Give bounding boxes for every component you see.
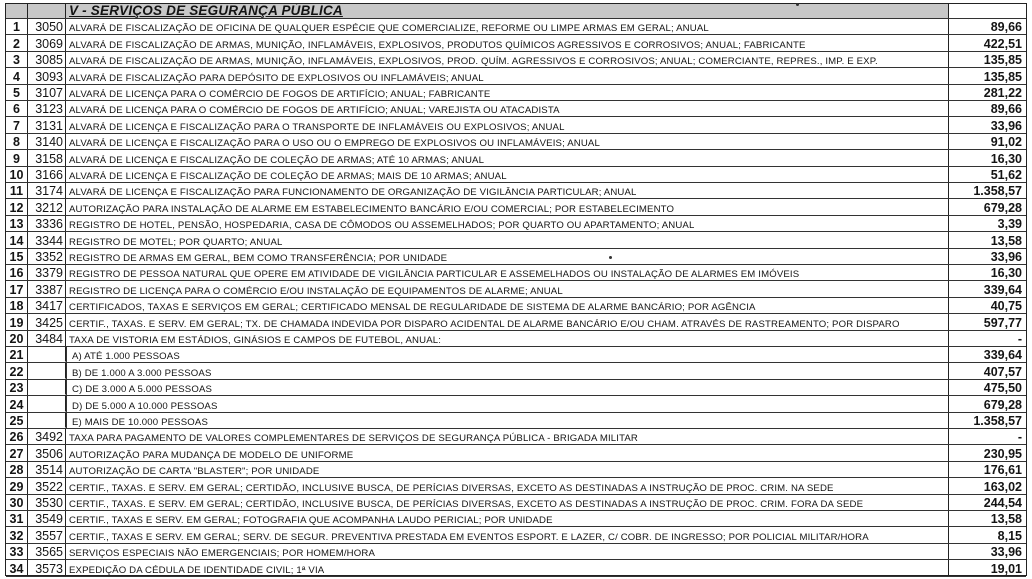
- table-row: [6, 462, 1026, 478]
- fee-value: 33,96: [990, 118, 1022, 133]
- table-row: [6, 347, 1026, 363]
- service-description: CERTIF., TAXAS. E SERV. EM GERAL; TX. DE CHAMADA INDEVIDA POR DISPARO ACIDENTAL DE ALARME BANCÁRIO E/OU CHAM. ATRAVÉS DE RASTREAMENTO; POR DISPARO: [66, 314, 949, 329]
- section-header-row: [6, 4, 1026, 19]
- table-row: [6, 101, 1026, 117]
- fee-value: 3,39: [997, 217, 1022, 232]
- row-index: 14: [6, 232, 28, 247]
- service-description: ALVARÁ DE LICENÇA E FISCALIZAÇÃO DE COLEÇÃO DE ARMAS; MAIS DE 10 ARMAS; ANUAL: [66, 167, 949, 182]
- service-description: ALVARÁ DE LICENÇA PARA O COMÉRCIO DE FOGOS DE ARTIFÍCIO; ANUAL; FABRICANTE: [66, 85, 949, 100]
- fee-value: 13,58: [990, 512, 1022, 527]
- fee-value: 19,01: [990, 561, 1022, 576]
- row-index: 5: [6, 85, 28, 100]
- row-index: 19: [6, 314, 28, 329]
- fee-value: 89,66: [990, 20, 1022, 35]
- service-code: 3352: [28, 249, 66, 264]
- row-index: 17: [6, 281, 28, 296]
- service-description: CERTIF., TAXAS. E SERV. EM GERAL; CERTIDÃO, INCLUSIVE BUSCA, DE PERÍCIAS DIVERSAS, EXCETO AS DESTINADAS A INSTRUÇÃO DE PROC. CRIM. NA SEDE: [66, 478, 949, 493]
- service-code: 3069: [28, 35, 66, 50]
- fee-value: 16,30: [990, 151, 1022, 166]
- fee-value: 91,02: [990, 135, 1022, 150]
- header-code-cell: [28, 4, 66, 18]
- service-description: C) DE 3.000 A 5.000 PESSOAS: [66, 380, 949, 395]
- row-index: 18: [6, 298, 28, 313]
- table-row: [6, 281, 1026, 297]
- service-description: REGISTRO DE LICENÇA PARA O COMÉRCIO E/OU INSTALAÇÃO DE EQUIPAMENTOS DE ALARME; ANUAL: [66, 281, 949, 296]
- table-row: [6, 527, 1026, 543]
- scan-speck: [796, 3, 799, 6]
- row-index: 30: [6, 495, 28, 510]
- service-code: 3140: [28, 134, 66, 149]
- fee-value: 163,02: [983, 479, 1022, 494]
- row-index: 21: [6, 347, 28, 362]
- table-row: [6, 167, 1026, 183]
- fee-table: [5, 3, 1027, 576]
- service-code: 3166: [28, 167, 66, 182]
- table-row: [6, 265, 1026, 281]
- service-description: CERTIF., TAXAS E SERV. EM GERAL; SERV. DE SEGUR. PREVENTIVA PRESTADA EM EVENTOS ESPORT. E LAZER, C/ COBR. DE INGRESSO; POR POLICIAL MILITAR/HORA: [66, 527, 949, 542]
- fee-value: 475,50: [983, 381, 1022, 396]
- service-description: REGISTRO DE ARMAS EM GERAL, BEM COMO TRANSFERÊNCIA; POR UNIDADE: [66, 249, 949, 264]
- table-row: [6, 216, 1026, 232]
- service-description: ALVARÁ DE FISCALIZAÇÃO DE ARMAS, MUNIÇÃO, INFLAMÁVEIS, EXPLOSIVOS, PROD. QUÍM. AGRESSIVOS E CORROSIVOS; ANUAL; COMERCIANTE, REPRES., IMP. E EXP.: [66, 52, 949, 67]
- table-row: [6, 134, 1026, 150]
- service-code: 3573: [28, 560, 66, 575]
- service-code: 3158: [28, 150, 66, 165]
- fee-value: 135,85: [983, 69, 1022, 84]
- row-index: 34: [6, 560, 28, 575]
- fee-value: 33,96: [990, 249, 1022, 264]
- service-description: E) MAIS DE 10.000 PESSOAS: [66, 413, 949, 428]
- service-description: CERTIF., TAXAS E SERV. EM GERAL; FOTOGRAFIA QUE ACOMPANHA LAUDO PERICIAL; POR UNIDADE: [66, 511, 949, 526]
- fee-value: 339,64: [983, 348, 1022, 363]
- row-index: 9: [6, 150, 28, 165]
- row-index: 22: [6, 363, 28, 378]
- service-code: 3174: [28, 183, 66, 198]
- service-code: 3557: [28, 527, 66, 542]
- table-row: [6, 35, 1026, 51]
- row-index: 16: [6, 265, 28, 280]
- row-index: 15: [6, 249, 28, 264]
- service-description: EXPEDIÇÃO DA CÉDULA DE IDENTIDADE CIVIL; 1ª VIA: [66, 560, 949, 575]
- table-row: [6, 331, 1026, 347]
- table-row: [6, 560, 1026, 576]
- row-index: 4: [6, 68, 28, 83]
- row-index: 12: [6, 199, 28, 214]
- row-index: 31: [6, 511, 28, 526]
- fee-value: 89,66: [990, 102, 1022, 117]
- fee-value: 176,61: [983, 463, 1022, 478]
- service-description: D) DE 5.000 A 10.000 PESSOAS: [66, 396, 949, 411]
- service-description: CERTIF., TAXAS. E SERV. EM GERAL; CERTIDÃO, INCLUSIVE BUSCA, DE PERÍCIAS DIVERSAS, EXCETO AS DESTINADAS A INSTRUÇÃO DE PROC. CRIM. FORA DA SEDE: [66, 495, 949, 510]
- service-description: ALVARÁ DE FISCALIZAÇÃO DE OFICINA DE QUALQUER ESPÉCIE QUE COMERCIALIZE, REFORME OU LIMPE ARMAS EM GERAL; ANUAL: [66, 19, 949, 34]
- row-index: 7: [6, 117, 28, 132]
- service-code: 3336: [28, 216, 66, 231]
- row-index: 6: [6, 101, 28, 116]
- row-index: 27: [6, 445, 28, 460]
- service-code: 3050: [28, 19, 66, 34]
- service-code: 3093: [28, 68, 66, 83]
- service-description: ALVARÁ DE LICENÇA E FISCALIZAÇÃO PARA O USO OU O EMPREGO DE EXPLOSIVOS OU INFLAMÁVEIS; ANUAL: [66, 134, 949, 149]
- service-description: TAXA DE VISTORIA EM ESTÁDIOS, GINÁSIOS E CAMPOS DE FUTEBOL, ANUAL:: [66, 331, 949, 346]
- service-code: 3514: [28, 462, 66, 477]
- service-code: [28, 347, 66, 362]
- row-index: 26: [6, 429, 28, 444]
- service-code: 3123: [28, 101, 66, 116]
- table-row: [6, 445, 1026, 461]
- fee-value: 40,75: [990, 299, 1022, 314]
- service-description: ALVARÁ DE LICENÇA E FISCALIZAÇÃO PARA O TRANSPORTE DE INFLAMÁVEIS OU EXPLOSIVOS; ANUAL: [66, 117, 949, 132]
- fee-value: 597,77: [983, 315, 1022, 330]
- service-description: ALVARÁ DE LICENÇA E FISCALIZAÇÃO PARA FUNCIONAMENTO DE ORGANIZAÇÃO DE VIGILÂNCIA PARTICULAR; ANUAL: [66, 183, 949, 198]
- table-row: [6, 117, 1026, 133]
- service-code: 3417: [28, 298, 66, 313]
- fee-value: -: [1017, 331, 1022, 346]
- fee-value: 8,15: [997, 528, 1022, 543]
- service-code: 3131: [28, 117, 66, 132]
- table-row: [6, 199, 1026, 215]
- table-row: [6, 413, 1026, 429]
- table-row: [6, 544, 1026, 560]
- table-row: [6, 232, 1026, 248]
- row-index: 13: [6, 216, 28, 231]
- table-row: [6, 429, 1026, 445]
- section-header: V - SERVIÇOS DE SEGURANÇA PÚBLICA: [66, 4, 949, 18]
- fee-value: 135,85: [983, 53, 1022, 68]
- service-code: 3549: [28, 511, 66, 526]
- fee-value: 679,28: [983, 397, 1022, 412]
- fee-value: -: [1017, 430, 1022, 445]
- service-code: 3492: [28, 429, 66, 444]
- fee-value: 679,28: [983, 200, 1022, 215]
- table-row: [6, 495, 1026, 511]
- scan-speck: [609, 256, 612, 259]
- fee-value: 1.358,57: [973, 413, 1022, 428]
- service-code: 3530: [28, 495, 66, 510]
- service-description: A) ATÉ 1.000 PESSOAS: [66, 347, 949, 362]
- row-index: 24: [6, 396, 28, 411]
- fee-value: 244,54: [983, 495, 1022, 510]
- table-row: [6, 363, 1026, 379]
- service-code: 3387: [28, 281, 66, 296]
- row-index: 20: [6, 331, 28, 346]
- row-index: 32: [6, 527, 28, 542]
- fee-value: 407,57: [983, 364, 1022, 379]
- row-index: 1: [6, 19, 28, 34]
- table-row: [6, 511, 1026, 527]
- service-description: CERTIFICADOS, TAXAS E SERVIÇOS EM GERAL; CERTIFICADO MENSAL DE REGULARIDADE DE SISTEMA DE ALARME BANCÁRIO; POR AGÊNCIA: [66, 298, 949, 313]
- row-index: 23: [6, 380, 28, 395]
- row-index: 33: [6, 544, 28, 559]
- table-row: [6, 380, 1026, 396]
- service-code: 3506: [28, 445, 66, 460]
- service-code: 3565: [28, 544, 66, 559]
- fee-value: 1.358,57: [973, 184, 1022, 199]
- service-code: 3085: [28, 52, 66, 67]
- table-row: [6, 396, 1026, 412]
- service-description: AUTORIZAÇÃO DE CARTA "BLASTER"; POR UNIDADE: [66, 462, 949, 477]
- service-description: ALVARÁ DE LICENÇA PARA O COMÉRCIO DE FOGOS DE ARTIFÍCIO; ANUAL; VAREJISTA OU ATACADISTA: [66, 101, 949, 116]
- service-description: AUTORIZAÇÃO PARA MUDANÇA DE MODELO DE UNIFORME: [66, 445, 949, 460]
- service-description: ALVARÁ DE LICENÇA E FISCALIZAÇÃO DE COLEÇÃO DE ARMAS; ATÉ 10 ARMAS; ANUAL: [66, 150, 949, 165]
- row-index: 28: [6, 462, 28, 477]
- service-description: B) DE 1.000 A 3.000 PESSOAS: [66, 363, 949, 378]
- service-code: 3425: [28, 314, 66, 329]
- service-description: REGISTRO DE HOTEL, PENSÃO, HOSPEDARIA, CASA DE CÔMODOS OU ASSEMELHADOS; POR QUARTO OU APARTAMENTO; ANUAL: [66, 216, 949, 231]
- fee-value: 230,95: [983, 446, 1022, 461]
- table-row: [6, 19, 1026, 35]
- service-code: [28, 413, 66, 428]
- service-code: 3522: [28, 478, 66, 493]
- service-code: [28, 396, 66, 411]
- fee-value: 16,30: [990, 266, 1022, 281]
- service-description: REGISTRO DE PESSOA NATURAL QUE OPERE EM ATIVIDADE DE VIGILÂNCIA PARTICULAR E ASSEMELHADOS OU INSTALAÇÃO DE ALARMES EM IMÓVEIS: [66, 265, 949, 280]
- table-row: [6, 52, 1026, 68]
- fee-value: 339,64: [983, 282, 1022, 297]
- service-description: SERVIÇOS ESPECIAIS NÃO EMERGENCIAIS; POR HOMEM/HORA: [66, 544, 949, 559]
- table-row: [6, 478, 1026, 494]
- table-row: [6, 68, 1026, 84]
- row-index: 29: [6, 478, 28, 493]
- table-row: [6, 249, 1026, 265]
- table-row: [6, 183, 1026, 199]
- fee-value: 281,22: [983, 85, 1022, 100]
- service-code: 3212: [28, 199, 66, 214]
- service-code: 3344: [28, 232, 66, 247]
- table-row: [6, 314, 1026, 330]
- fee-value: 33,96: [990, 545, 1022, 560]
- row-index: 3: [6, 52, 28, 67]
- fee-value: 422,51: [983, 36, 1022, 51]
- service-code: 3107: [28, 85, 66, 100]
- fee-value: 51,62: [990, 167, 1022, 182]
- row-index: 2: [6, 35, 28, 50]
- row-index: 10: [6, 167, 28, 182]
- service-code: [28, 380, 66, 395]
- header-value-cell: [949, 4, 1026, 18]
- service-description: ALVARÁ DE FISCALIZAÇÃO PARA DEPÓSITO DE EXPLOSIVOS OU INFLAMÁVEIS; ANUAL: [66, 68, 949, 83]
- table-row: [6, 150, 1026, 166]
- fee-value: 13,58: [990, 233, 1022, 248]
- table-row: [6, 298, 1026, 314]
- service-code: 3379: [28, 265, 66, 280]
- service-description: REGISTRO DE MOTEL; POR QUARTO; ANUAL: [66, 232, 949, 247]
- service-description: AUTORIZAÇÃO PARA INSTALAÇÃO DE ALARME EM ESTABELECIMENTO BANCÁRIO E/OU COMERCIAL; POR ESTABELECIMENTO: [66, 199, 949, 214]
- row-index: 8: [6, 134, 28, 149]
- row-index: 11: [6, 183, 28, 198]
- service-code: [28, 363, 66, 378]
- service-description: ALVARÁ DE FISCALIZAÇÃO DE ARMAS, MUNIÇÃO, INFLAMÁVEIS, EXPLOSIVOS, PRODUTOS QUÍMICOS AGRESSIVOS E CORROSIVOS; ANUAL; FABRICANTE: [66, 35, 949, 50]
- service-code: 3484: [28, 331, 66, 346]
- header-index-cell: [6, 4, 28, 18]
- service-description: TAXA PARA PAGAMENTO DE VALORES COMPLEMENTARES DE SERVIÇOS DE SEGURANÇA PÚBLICA - BRIGADA MILITAR: [66, 429, 949, 444]
- row-index: 25: [6, 413, 28, 428]
- table-row: [6, 85, 1026, 101]
